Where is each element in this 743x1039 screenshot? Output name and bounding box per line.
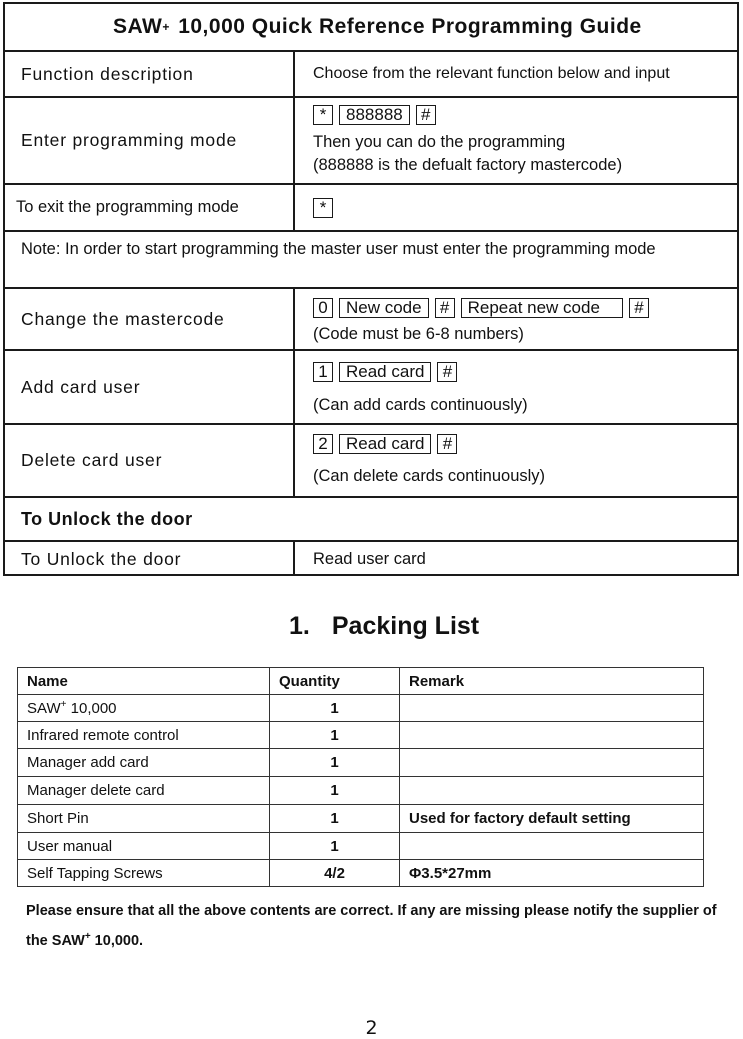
hash-key: #	[437, 434, 457, 454]
enter-mode-line2: (888888 is the defualt factory mastercode)	[313, 156, 623, 174]
item-remark	[400, 722, 704, 749]
unlock-heading: To Unlock the door	[21, 509, 193, 529]
name-column-header: Name	[18, 668, 270, 695]
mastercode-hint: (Code must be 6-8 numbers)	[313, 325, 524, 343]
item-remark	[400, 777, 704, 805]
item-quantity: 1	[270, 695, 400, 722]
table-row	[18, 722, 704, 749]
item-quantity: 1	[270, 749, 400, 777]
table-row	[18, 860, 704, 887]
qr-change-master-row	[5, 289, 737, 351]
page-number: 2	[365, 1017, 378, 1039]
item-quantity: 1	[270, 777, 400, 805]
packing-list-table	[17, 667, 704, 887]
hash-key: #	[437, 362, 457, 382]
one-key: 1	[313, 362, 333, 382]
item-name: User manual	[18, 833, 270, 860]
function-description-label: Function description	[5, 52, 295, 96]
table-row	[18, 749, 704, 777]
packing-note: Please ensure that all the above contents are correct. If any are missing please notify the supplier of the SAW+ 10,000.	[26, 903, 721, 949]
repeat-code-key: Repeat new code	[461, 298, 623, 318]
packing-list-heading	[289, 612, 479, 641]
table-row	[18, 805, 704, 833]
table-row	[18, 777, 704, 805]
qr-enter-mode-row	[5, 98, 737, 185]
delete-card-label: Delete card user	[5, 425, 295, 496]
zero-key: 0	[313, 298, 333, 318]
qr-unlock-heading-row	[5, 498, 737, 542]
exit-mode-label: To exit the programming mode	[5, 185, 295, 230]
hash-key: #	[416, 105, 436, 125]
delete-card-hint: (Can delete cards continuously)	[313, 467, 546, 485]
quantity-column-header: Quantity	[270, 668, 400, 695]
item-quantity: 1	[270, 833, 400, 860]
section-number: 1.	[289, 612, 310, 640]
item-remark	[400, 833, 704, 860]
mastercode-key: 888888	[339, 105, 410, 125]
remark-column-header: Remark	[400, 668, 704, 695]
table-header-row	[18, 668, 704, 695]
read-card-key: Read card	[339, 434, 431, 454]
item-quantity: 1	[270, 722, 400, 749]
enter-mode-label: Enter programming mode	[5, 98, 295, 183]
item-name: Manager delete card	[18, 777, 270, 805]
qr-exit-mode-row	[5, 185, 737, 232]
two-key: 2	[313, 434, 333, 454]
qr-add-card-row	[5, 351, 737, 425]
star-key: *	[313, 198, 333, 218]
item-remark: Used for factory default setting	[400, 805, 704, 833]
item-remark: Φ3.5*27mm	[400, 860, 704, 887]
change-mastercode-label: Change the mastercode	[5, 289, 295, 349]
item-quantity: 1	[270, 805, 400, 833]
table-row	[18, 695, 704, 722]
unlock-label: To Unlock the door	[5, 542, 295, 576]
item-quantity: 4/2	[270, 860, 400, 887]
new-code-key: New code	[339, 298, 429, 318]
quick-reference-table	[3, 2, 739, 576]
choose-function-label: Choose from the relevant function below and input	[313, 65, 670, 82]
qr-header-row	[5, 52, 737, 98]
read-card-key: Read card	[339, 362, 431, 382]
star-key: *	[313, 105, 333, 125]
item-name: Manager add card	[18, 749, 270, 777]
item-remark	[400, 695, 704, 722]
add-card-hint: (Can add cards continuously)	[313, 396, 528, 414]
enter-mode-line1: Then you can do the programming	[313, 133, 566, 151]
item-name: SAW+ 10,000	[18, 695, 270, 722]
table-row	[18, 833, 704, 860]
item-name: Self Tapping Screws	[18, 860, 270, 887]
programming-note: Note: In order to start programming the master user must enter the programming mode	[21, 240, 656, 258]
hash-key: #	[629, 298, 649, 318]
quick-reference-title: SAW + 10,000 Quick Reference Programming Guide	[5, 4, 737, 52]
item-name: Infrared remote control	[18, 722, 270, 749]
qr-delete-card-row	[5, 425, 737, 498]
qr-unlock-row	[5, 542, 737, 576]
qr-note-row	[5, 232, 737, 289]
add-card-label: Add card user	[5, 351, 295, 423]
hash-key: #	[435, 298, 455, 318]
item-remark	[400, 749, 704, 777]
unlock-value: Read user card	[313, 549, 426, 568]
item-name: Short Pin	[18, 805, 270, 833]
section-title: Packing List	[331, 612, 480, 640]
